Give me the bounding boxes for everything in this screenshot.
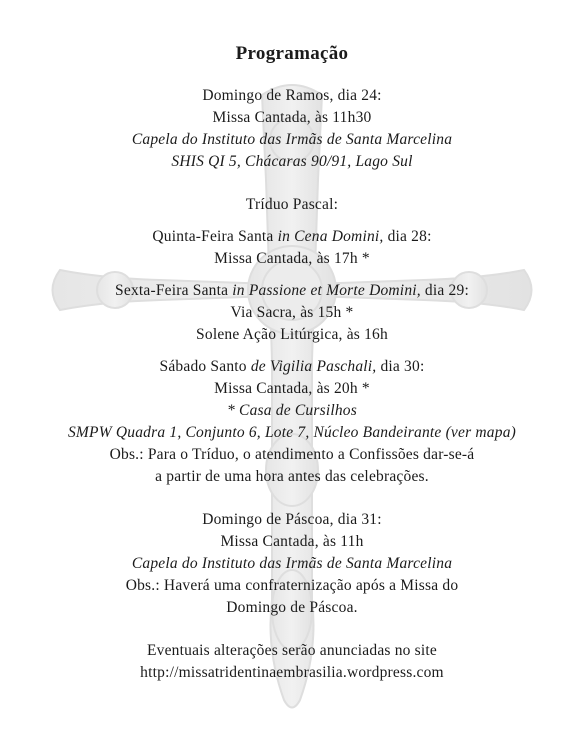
footer-notice: Eventuais alterações serão anunciadas no site	[146, 642, 438, 659]
pascoa-place: Capela do Instituto das Irmãs de Santa Marcelina	[131, 555, 453, 572]
triduo-heading: Tríduo Pascal:	[245, 196, 339, 213]
quinta-prefix: Quinta-Feira Santa	[152, 228, 278, 245]
sexta-heading	[0, 280, 584, 302]
sexta-prefix: Sexta-Feira Santa	[115, 282, 233, 299]
quinta-mass: Missa Cantada, às 17h *	[214, 250, 370, 267]
sabado-heading	[0, 356, 584, 378]
sexta-acao-liturgica: Solene Ação Litúrgica, às 16h	[196, 326, 388, 343]
page-title: Programação	[235, 43, 349, 64]
quinta-suffix: dia 28:	[383, 228, 432, 245]
ramos-mass: Missa Cantada, às 11h30	[212, 109, 372, 126]
ramos-heading: Domingo de Ramos, dia 24:	[202, 87, 382, 104]
sabado-mass: Missa Cantada, às 20h *	[214, 380, 370, 397]
sabado-note-place: * Casa de Cursilhos	[227, 402, 357, 419]
sabado-suffix: dia 30:	[376, 358, 425, 375]
sabado-obs-line2: a partir de uma hora antes das celebrações.	[155, 468, 429, 485]
sabado-map-link[interactable]: SMPW Quadra 1, Conjunto 6, Lote 7, Núcleo Bandeirante (ver mapa)	[67, 424, 517, 441]
pascoa-obs-line1: Obs.: Haverá uma confraternização após a Missa do	[125, 577, 459, 594]
pascoa-heading: Domingo de Páscoa, dia 31:	[202, 511, 382, 528]
site-url-link[interactable]: http://missatridentinaembrasilia.wordpress.com	[140, 664, 444, 681]
pascoa-mass: Missa Cantada, às 11h	[220, 533, 364, 550]
ramos-place: Capela do Instituto das Irmãs de Santa Marcelina	[131, 131, 453, 148]
sexta-latin: in Passione et Morte Domini,	[232, 282, 421, 299]
sexta-suffix: dia 29:	[420, 282, 469, 299]
sexta-via-sacra: Via Sacra, às 15h *	[230, 304, 354, 321]
pascoa-obs-line2: Domingo de Páscoa.	[226, 599, 358, 616]
sabado-prefix: Sábado Santo	[159, 358, 251, 375]
ramos-address: SHIS QI 5, Chácaras 90/91, Lago Sul	[171, 153, 413, 170]
sabado-latin: de Vigilia Paschali,	[250, 358, 377, 375]
sabado-obs-line1: Obs.: Para o Tríduo, o atendimento a Confissões dar-se-á	[109, 446, 475, 463]
quinta-latin: in Cena Domini,	[277, 228, 384, 245]
quinta-heading	[0, 226, 584, 248]
